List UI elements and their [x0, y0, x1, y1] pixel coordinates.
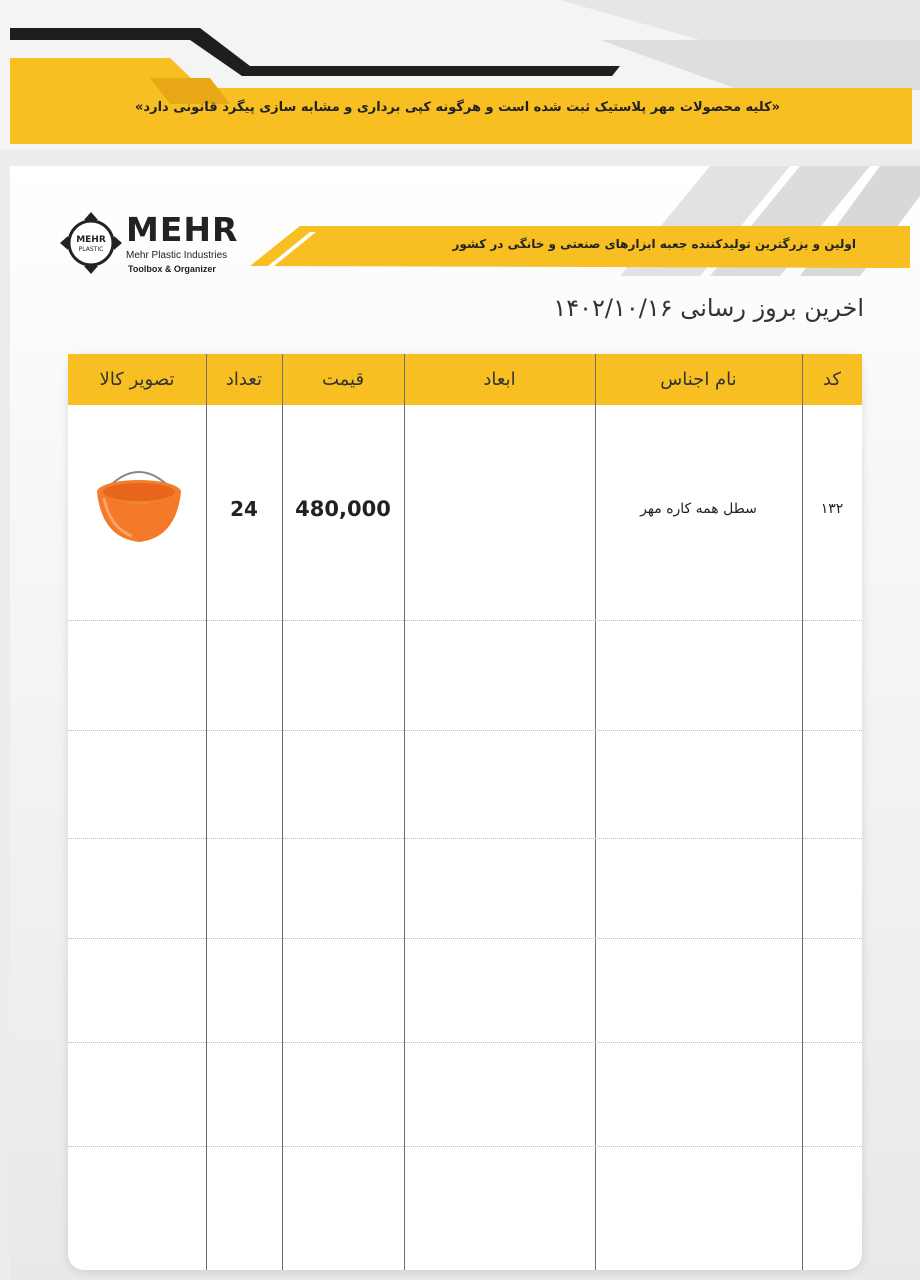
row-separator [68, 1042, 862, 1043]
orange-bucket-icon [92, 458, 186, 552]
logo-wordmark: MEHR [126, 210, 239, 249]
column-divider [206, 354, 207, 1270]
logo-company-name: Mehr Plastic Industries [126, 250, 228, 261]
table-header [68, 354, 862, 405]
column-divider [595, 354, 596, 1270]
logo-subtitle: Toolbox & Organizer [128, 264, 216, 274]
banner-decoration [0, 0, 920, 150]
header-code: کد [822, 369, 842, 390]
mehr-logo [58, 210, 258, 280]
name-cell: سطل همه کاره مهر [640, 501, 757, 517]
mehr-badge-icon [58, 210, 124, 276]
row-separator [68, 938, 862, 939]
badge-line1: MEHR [76, 235, 106, 245]
row-separator [68, 730, 862, 731]
column-divider [282, 354, 283, 1270]
header-image: تصویر کالا [99, 369, 175, 390]
top-banner [0, 0, 920, 150]
header-price: قیمت [321, 369, 365, 390]
header-dimensions: ابعاد [483, 369, 516, 390]
quantity-cell: 24 [230, 497, 258, 521]
header-quantity: تعداد [225, 369, 263, 390]
row-separator [68, 838, 862, 839]
code-cell: ۱۳۲ [820, 501, 844, 517]
price-list-page [10, 166, 920, 1280]
price-cell: 480,000 [295, 497, 391, 521]
last-update-date: اخرین بروز رسانی ۱۴۰۲/۱۰/۱۶ [553, 294, 864, 322]
row-separator [68, 1146, 862, 1147]
copyright-notice: «کلیه محصولات مهر پلاستیک ثبت شده است و هرگونه کپی برداری و مشابه سازی پیگرد قانونی دارد» [135, 100, 780, 115]
price-table [68, 354, 862, 1270]
badge-line2: PLASTIC [78, 246, 104, 253]
row-separator [68, 620, 862, 621]
company-tagline: اولین و بزرگترین تولیدکننده جعبه ابزارهای صنعتی و خانگی در کشور [452, 237, 856, 251]
header-name: نام اجناس [660, 369, 737, 390]
column-divider [404, 354, 405, 1270]
column-divider [802, 354, 803, 1270]
